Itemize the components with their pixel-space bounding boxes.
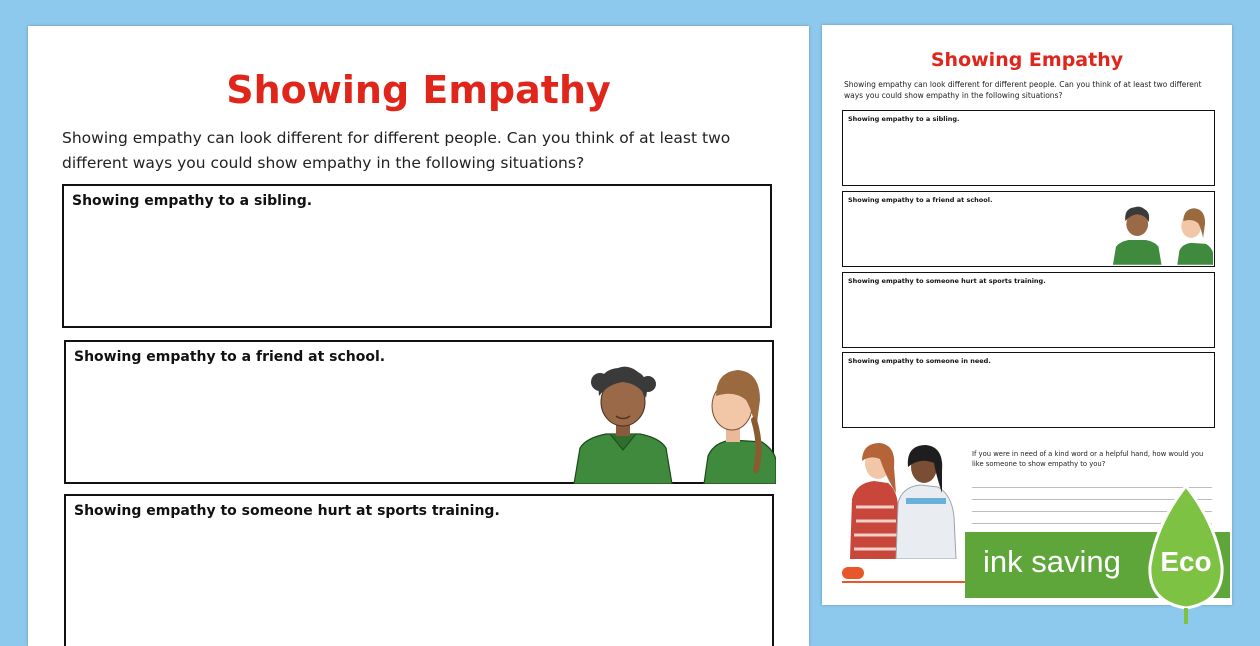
prompt-label: Showing empathy to someone in need. xyxy=(848,357,991,365)
worksheet-title: Showing Empathy xyxy=(226,68,611,112)
prompt-label: Showing empathy to a friend at school. xyxy=(74,349,386,365)
children-illustration xyxy=(1109,202,1213,266)
publisher-logo xyxy=(842,567,864,579)
ink-saving-label: ink saving xyxy=(983,544,1121,579)
prompt-label: Showing empathy to a friend at school. xyxy=(848,196,993,204)
prompt-label: Showing empathy to someone hurt at sports training. xyxy=(848,277,1046,285)
reflection-question: If you were in need of a kind word or a helpful hand, how would you like someone to show empathy to you? xyxy=(972,450,1204,468)
prompt-box-sibling xyxy=(62,184,772,328)
worksheet-intro: Showing empathy can look different for different people. Can you think of at least two different ways you could show empathy in the following situations? xyxy=(62,129,731,172)
prompt-box-sibling xyxy=(842,110,1215,186)
eco-label: Eco xyxy=(1160,546,1212,577)
worksheet-page-large xyxy=(28,26,809,646)
prompt-box-sports xyxy=(64,494,774,646)
prompt-box-friend xyxy=(64,340,774,484)
prompt-label: Showing empathy to a sibling. xyxy=(72,193,313,209)
prompt-label: Showing empathy to a sibling. xyxy=(848,115,960,123)
prompt-box-need xyxy=(842,352,1215,428)
worksheet-intro: Showing empathy can look different for different people. Can you think of at least two different ways you could show empathy in the following situations? xyxy=(844,80,1202,100)
girls-illustration xyxy=(846,437,958,559)
worksheet-title: Showing Empathy xyxy=(930,49,1124,71)
prompt-label: Showing empathy to someone hurt at sports training. xyxy=(74,503,500,519)
children-illustration xyxy=(566,360,776,484)
prompt-box-sports xyxy=(842,272,1215,348)
prompt-box-friend xyxy=(842,191,1215,267)
